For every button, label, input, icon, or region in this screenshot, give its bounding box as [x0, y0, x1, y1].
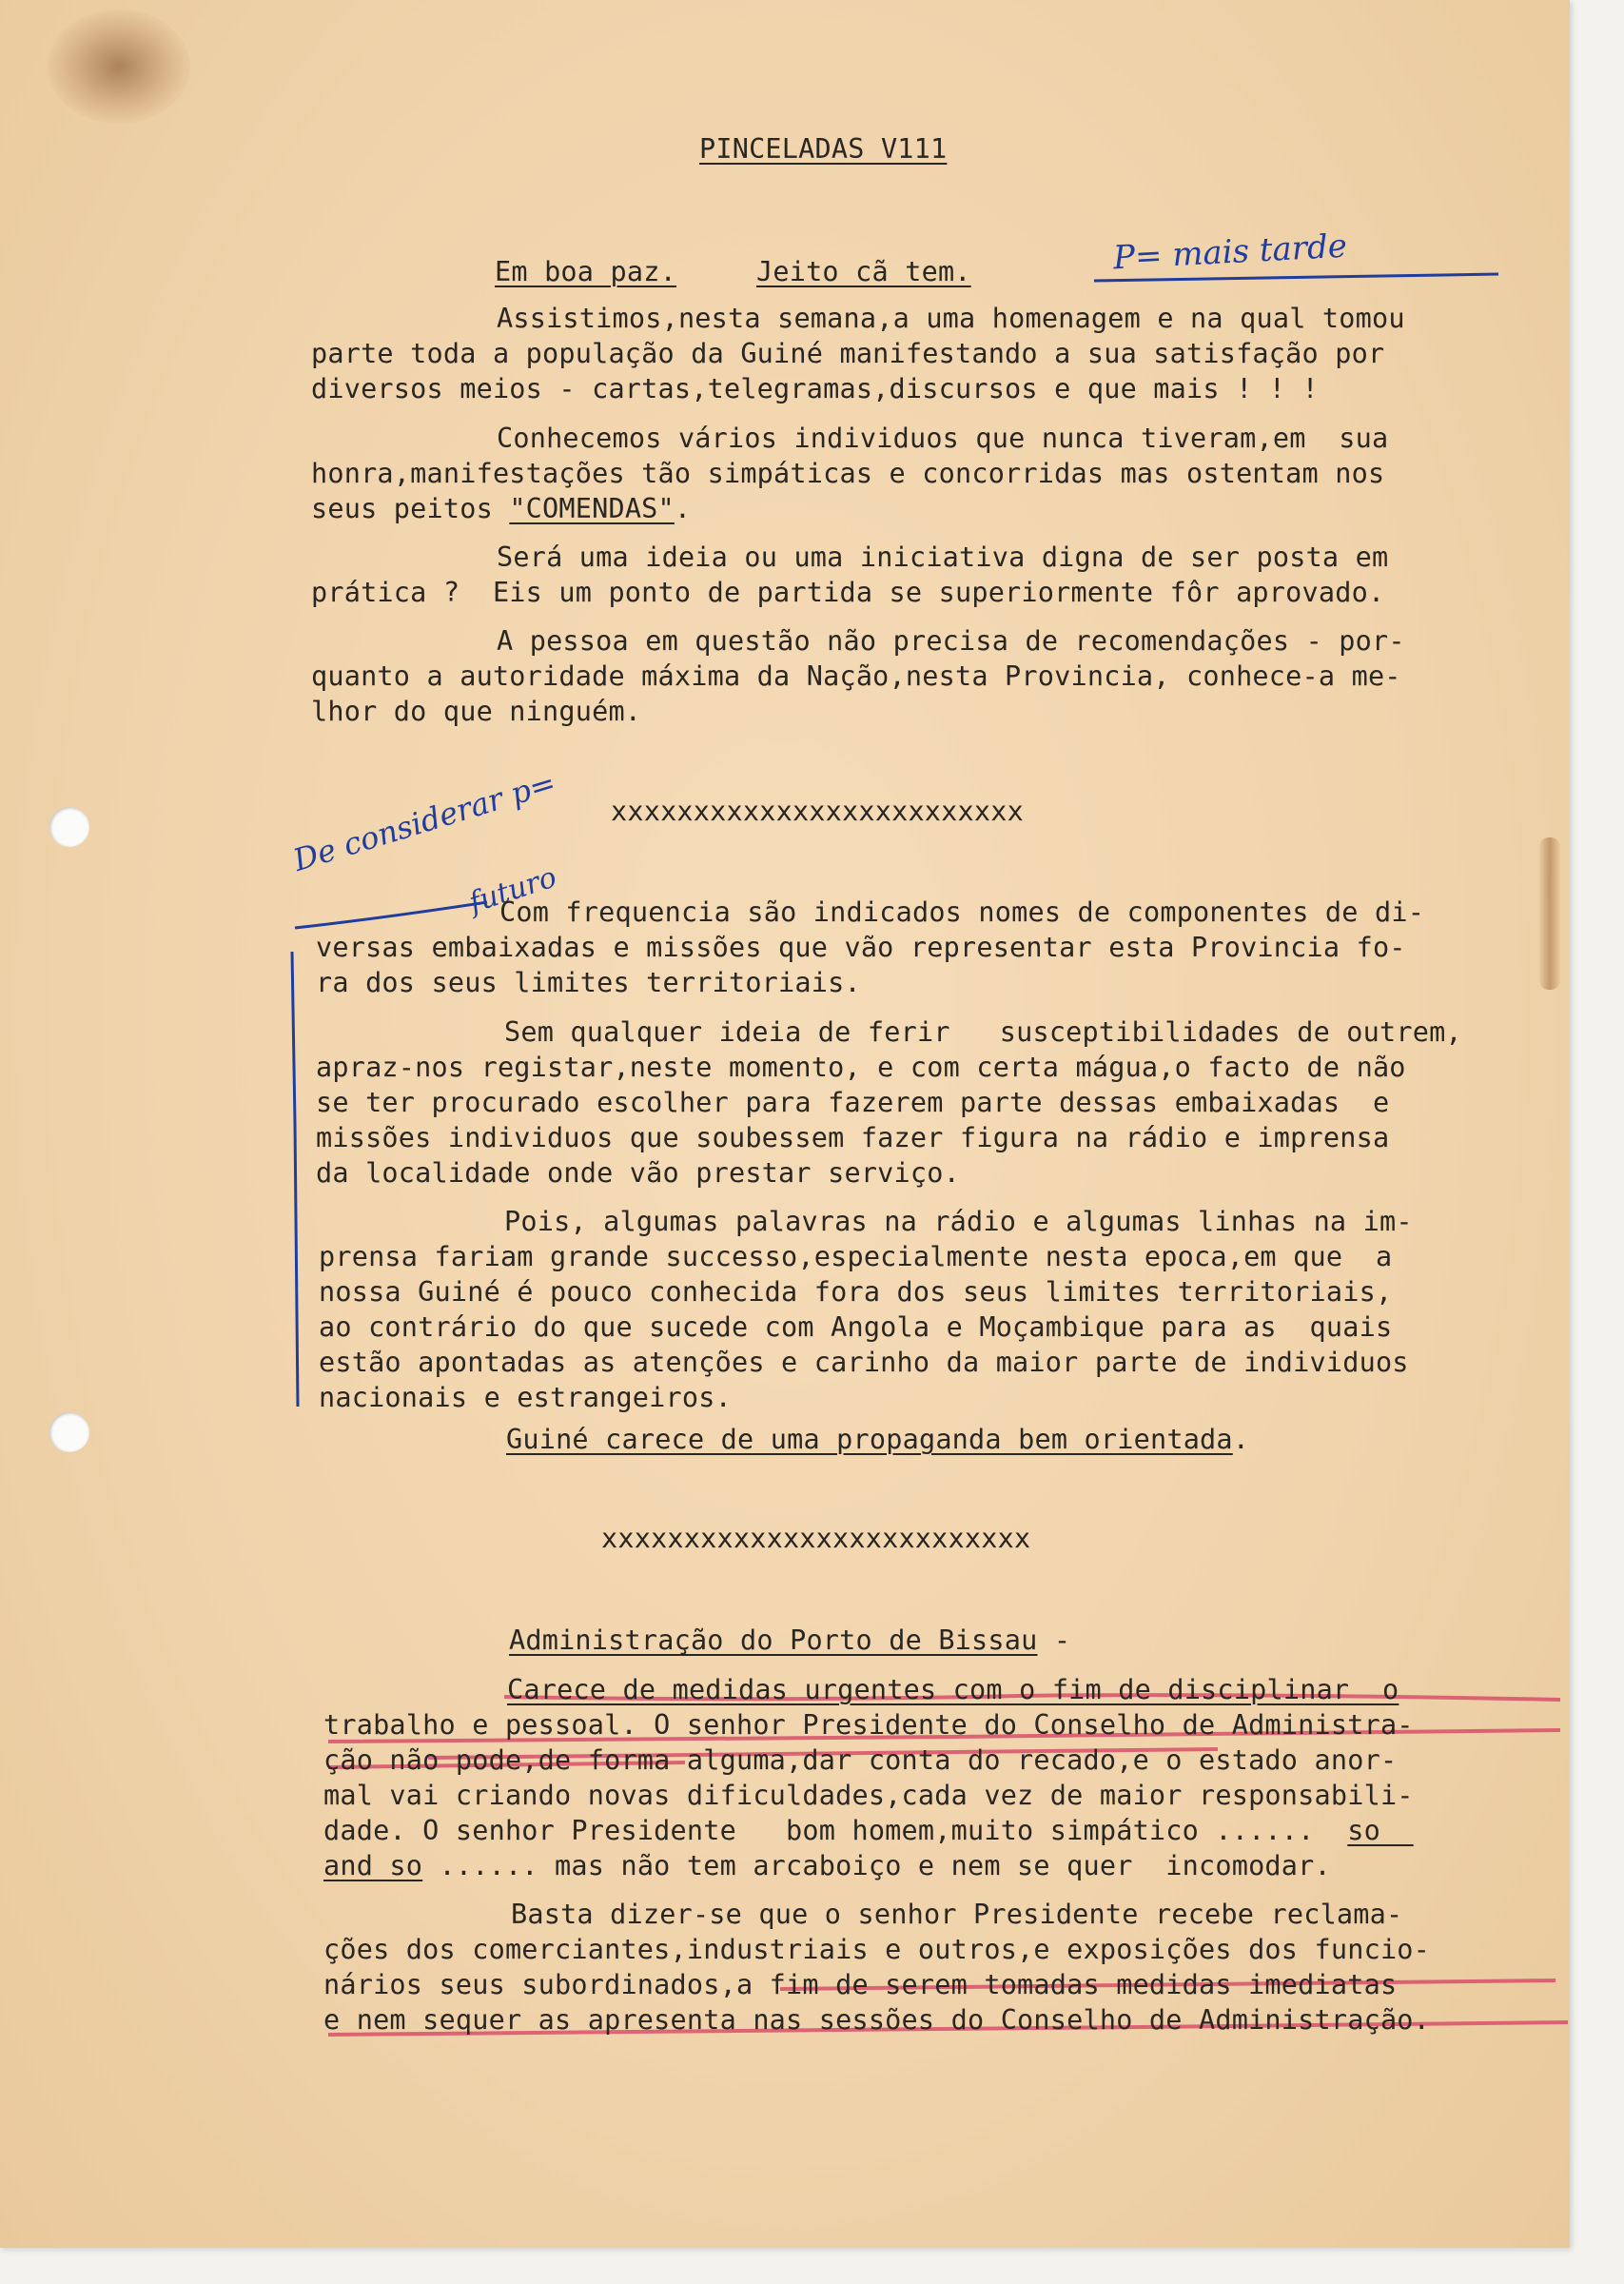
s2-line-7: missões individuos que soubessem fazer figura na rádio e imprensa: [316, 1122, 1390, 1153]
s2-line-2: versas embaixadas e missões que vão representar esta Provincia fo-: [316, 932, 1406, 963]
s1-line-11: lhor do que ninguém.: [311, 696, 642, 727]
handwritten-note-future: futuro: [464, 860, 561, 920]
s2-line-11: nossa Guiné é pouco conhecida fora dos seus limites territoriais,: [319, 1276, 1393, 1308]
section1-heading-b: Jeito cã tem.: [756, 256, 971, 287]
s1-line-1: Assistimos,nesta semana,a uma homenagem e na qual tomou: [497, 303, 1405, 334]
port-administration-heading: Administração do Porto de Bissau: [509, 1624, 1038, 1656]
propaganda-sentence: Guiné carece de uma propaganda bem orientada: [506, 1424, 1233, 1455]
s3-line-10: e nem sequer as apresenta nas sessões do Conselho de Administração.: [323, 2004, 1431, 2036]
s2-line-12: ao contrário do que sucede com Angola e Moçambique para as quais: [319, 1311, 1393, 1343]
s3-line-4: mal vai criando novas dificuldades,cada vez de maior responsabili-: [323, 1780, 1414, 1811]
s3-line-7: Basta dizer-se que o senhor Presidente recebe reclama-: [511, 1899, 1403, 1930]
page-title: PINCELADAS V111: [699, 133, 948, 165]
separator-1: xxxxxxxxxxxxxxxxxxxxxxxxx: [611, 796, 1024, 827]
s2-line-9: Pois, algumas palavras na rádio e algumas linhas na im-: [504, 1206, 1413, 1237]
handwritten-note-consider: De considerar p=: [288, 764, 560, 878]
s2-line-4: Sem qualquer ideia de ferir susceptibilidades de outrem,: [504, 1016, 1462, 1048]
s1-line-10: quanto a autoridade máxima da Nação,nesta Provincia, conhece-a me-: [311, 660, 1401, 692]
s2-closing: Guiné carece de uma propaganda bem orientada.: [506, 1424, 1250, 1455]
s1-line-8: prática ? Eis um ponto de partida se superiormente fôr aprovado.: [311, 577, 1385, 608]
s2-line-6: se ter procurado escolher para fazerem parte dessas embaixadas e: [316, 1087, 1390, 1118]
s3-line-9: nários seus subordinados,a fim de serem tomadas medidas imediatas: [323, 1969, 1398, 2000]
s3-line-6: and so ...... mas não tem arcaboiço e nem se quer incomodar.: [323, 1850, 1331, 1881]
s2-line-3: ra dos seus limites territoriais.: [316, 967, 861, 998]
handwritten-note-later: P= mais tarde: [1112, 226, 1348, 278]
s1-line-3: diversos meios - cartas,telegramas,discursos e que mais ! ! !: [311, 373, 1319, 404]
s3-heading: Administração do Porto de Bissau -: [509, 1624, 1071, 1656]
s3-line-1: Carece de medidas urgentes com o fim de disciplinar o: [507, 1674, 1399, 1705]
s1-line-5: honra,manifestações tão simpáticas e concorridas mas ostentam nos: [311, 458, 1385, 489]
s3-line-2: trabalho e pessoal. O senhor Presidente do Conselho de Administra-: [323, 1709, 1414, 1741]
s2-line-14: nacionais e estrangeiros.: [319, 1382, 732, 1413]
s2-line-5: apraz-nos registar,neste momento, e com certa mágua,o facto de não: [316, 1052, 1406, 1083]
s2-line-13: estão apontadas as atenções e carinho da maior parte de individuos: [319, 1347, 1409, 1378]
s3-line-3: ção não pode,de forma alguma,dar conta do recado,e o estado anor-: [323, 1744, 1398, 1776]
s1-line-2: parte toda a população da Guiné manifestando a sua satisfação por: [311, 338, 1385, 369]
s3-line-8: ções dos comerciantes,industriais e outros,e exposições dos funcio-: [323, 1934, 1431, 1965]
s2-line-10: prensa fariam grande successo,especialmente nesta epoca,em que a: [319, 1241, 1393, 1272]
comendas-word: "COMENDAS": [509, 493, 675, 524]
s1-line-4: Conhecemos vários individuos que nunca tiveram,em sua: [497, 423, 1389, 454]
s1-line-9: A pessoa em questão não precisa de recomendações - por-: [497, 625, 1405, 657]
margin-bracket: [292, 952, 298, 1407]
s3-line-5: dade. O senhor Presidente bom homem,muito simpático ...... so: [323, 1815, 1414, 1846]
separator-2: xxxxxxxxxxxxxxxxxxxxxxxxxx: [601, 1523, 1031, 1554]
s1-line-7: Será uma ideia ou uma iniciativa digna de ser posta em: [497, 541, 1389, 573]
s2-line-1: Com frequencia são indicados nomes de componentes de di-: [499, 896, 1425, 928]
s1-line-6: seus peitos "COMENDAS".: [311, 493, 692, 524]
margin-note-underline: [295, 902, 487, 928]
s2-line-8: da localidade onde vão prestar serviço.: [316, 1157, 960, 1189]
section1-heading-a: Em boa paz.: [495, 256, 676, 287]
